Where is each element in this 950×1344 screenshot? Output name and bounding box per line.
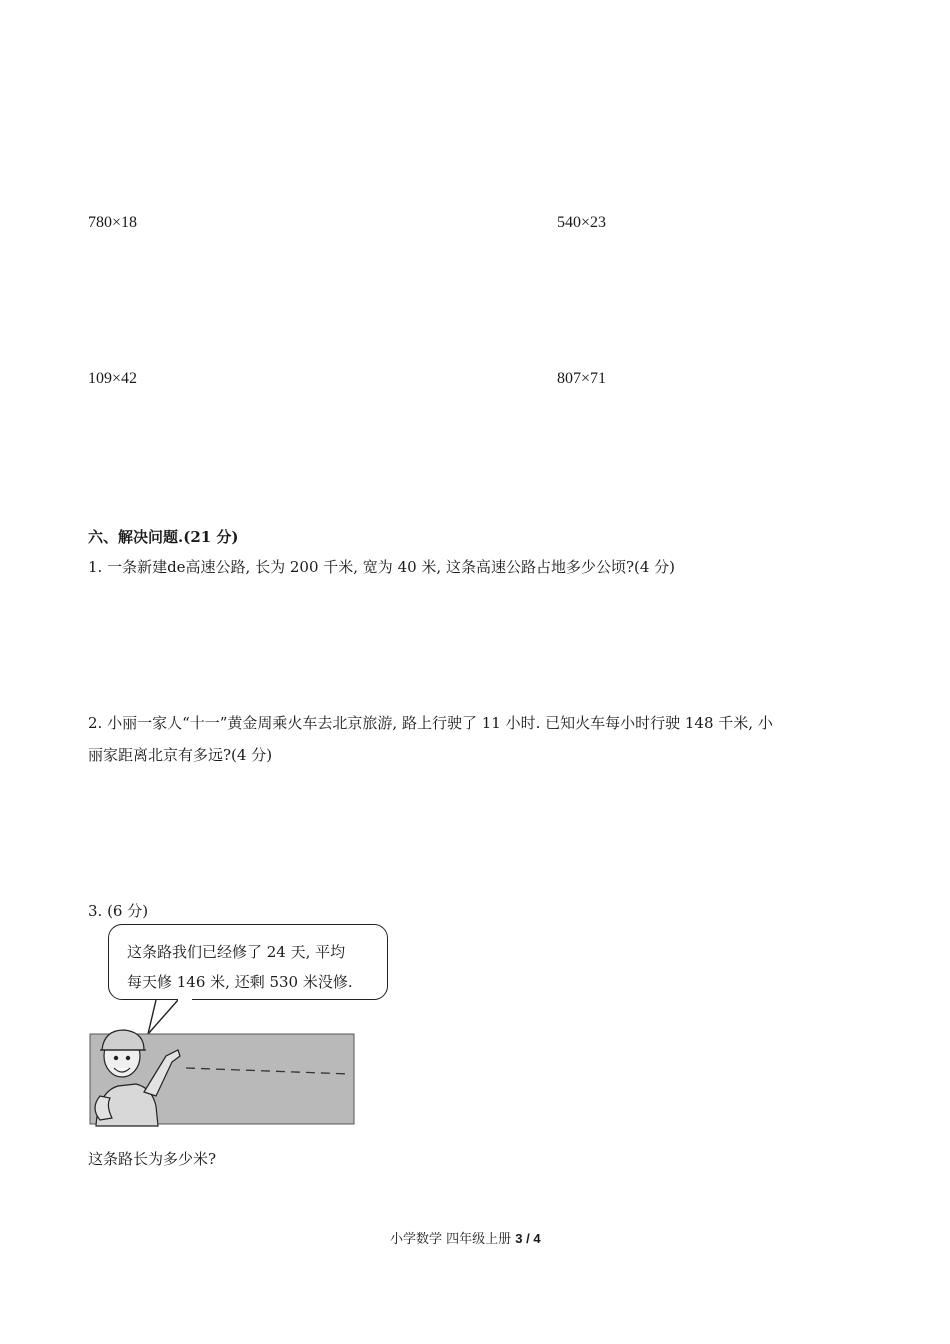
road-worker-illustration [86, 996, 358, 1128]
section-title: 六、解决问题.(21 分) [88, 528, 239, 546]
problem-1: 1. 一条新建de高速公路, 长为 200 千米, 宽为 40 米, 这条高速公路占地多少公顷?(4 分) [88, 558, 676, 576]
speech-bubble [108, 924, 388, 1000]
bubble-line-1: 这条路我们已经修了 24 天, 平均 [127, 943, 346, 961]
problem-2-line-2: 丽家距离北京有多远?(4 分) [88, 746, 273, 764]
problem-3-label: 3. (6 分) [88, 902, 149, 920]
calc-780x18: 780×18 [88, 214, 138, 231]
calc-540x23: 540×23 [557, 214, 607, 231]
problem-2-line-1: 2. 小丽一家人“十一”黄金周乘火车去北京旅游, 路上行驶了 11 小时. 已知火车每小时行驶 148 千米, 小 [88, 714, 773, 732]
page-footer [390, 1228, 541, 1247]
calc-109x42: 109×42 [88, 370, 138, 387]
bubble-line-2: 每天修 146 米, 还剩 530 米没修. [127, 973, 353, 991]
bubble-tail [148, 1000, 178, 1034]
calc-807x71: 807×71 [557, 370, 607, 387]
problem-3-question: 这条路长为多少米? [88, 1150, 217, 1168]
footer-subject: 小学数学 四年级上册 [390, 1232, 512, 1247]
footer-page-number: 3 / 4 [515, 1231, 541, 1246]
